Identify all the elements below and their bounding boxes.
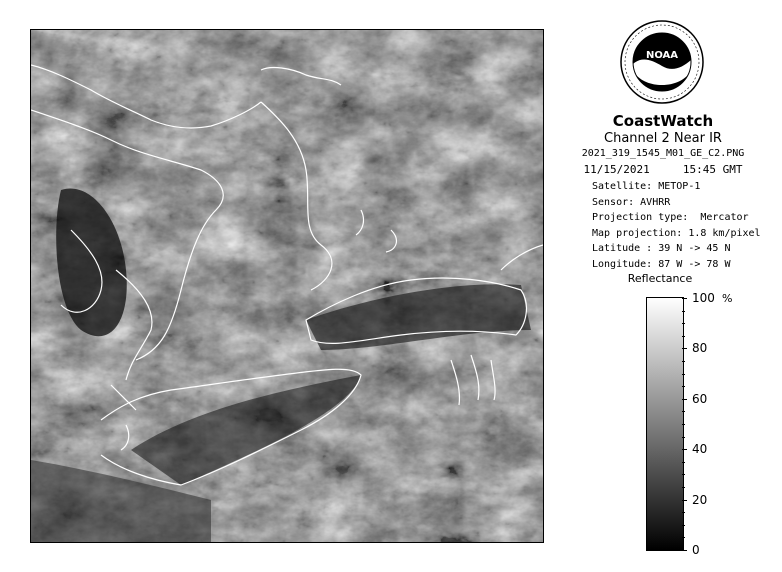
logo-text: NOAA	[645, 50, 679, 61]
map-svg	[31, 30, 543, 542]
colorbar-tick-label: 0	[692, 543, 700, 557]
colorbar-minor-tick	[682, 512, 685, 513]
colorbar-minor-tick	[682, 386, 685, 387]
colorbar-minor-tick	[682, 474, 685, 475]
colorbar-tick	[682, 500, 687, 501]
satellite-map	[30, 29, 544, 543]
noaa-logo	[620, 20, 704, 104]
colorbar-tick	[682, 449, 687, 450]
colorbar-ticks	[682, 291, 742, 557]
colorbar-minor-tick	[682, 311, 685, 312]
colorbar-minor-tick	[682, 487, 685, 488]
satellite-info: Satellite: METOP-1	[592, 181, 701, 192]
map-projection-info: Map projection: 1.8 km/pixel	[592, 227, 761, 239]
colorbar-unit: %	[722, 292, 733, 305]
colorbar-title: Reflectance	[627, 272, 693, 285]
colorbar-minor-tick	[682, 462, 685, 463]
image-datetime: 11/15/2021 15:45 GMT	[583, 163, 743, 176]
colorbar-tick-label: 60	[692, 391, 708, 406]
latitude-info: Latitude : 39 N -> 45 N	[592, 243, 731, 254]
colorbar-tick-label: 20	[692, 492, 708, 507]
channel-label: Channel 2 Near IR	[604, 131, 722, 146]
colorbar-minor-tick	[682, 411, 685, 412]
colorbar-tick	[682, 348, 687, 349]
longitude-info: Longitude: 87 W -> 78 W	[592, 258, 731, 270]
colorbar-minor-tick	[682, 361, 685, 362]
colorbar-minor-tick	[682, 424, 685, 425]
colorbar-tick	[682, 399, 687, 400]
colorbar-minor-tick	[682, 336, 685, 337]
projection-type-info: Projection type: Mercator	[592, 212, 749, 223]
colorbar-tick	[682, 298, 687, 299]
metadata-block	[592, 179, 761, 272]
colorbar-minor-tick	[682, 537, 685, 538]
colorbar-tick	[682, 550, 687, 551]
image-filename: 2021_319_1545_M01_GE_C2.PNG	[581, 148, 745, 159]
brand-title: CoastWatch	[612, 112, 714, 130]
colorbar-minor-tick	[682, 374, 685, 375]
noaa-emblem-icon	[620, 20, 704, 104]
colorbar-tick-label: 40	[692, 442, 708, 457]
sensor-info: Sensor: AVHRR	[592, 196, 671, 208]
colorbar-minor-tick	[682, 323, 685, 324]
colorbar-tick-label: 100	[692, 291, 715, 305]
colorbar-minor-tick	[682, 525, 685, 526]
colorbar-tick-label: 80	[692, 341, 708, 356]
colorbar-minor-tick	[682, 437, 685, 438]
reflectance-colorbar	[646, 297, 684, 551]
